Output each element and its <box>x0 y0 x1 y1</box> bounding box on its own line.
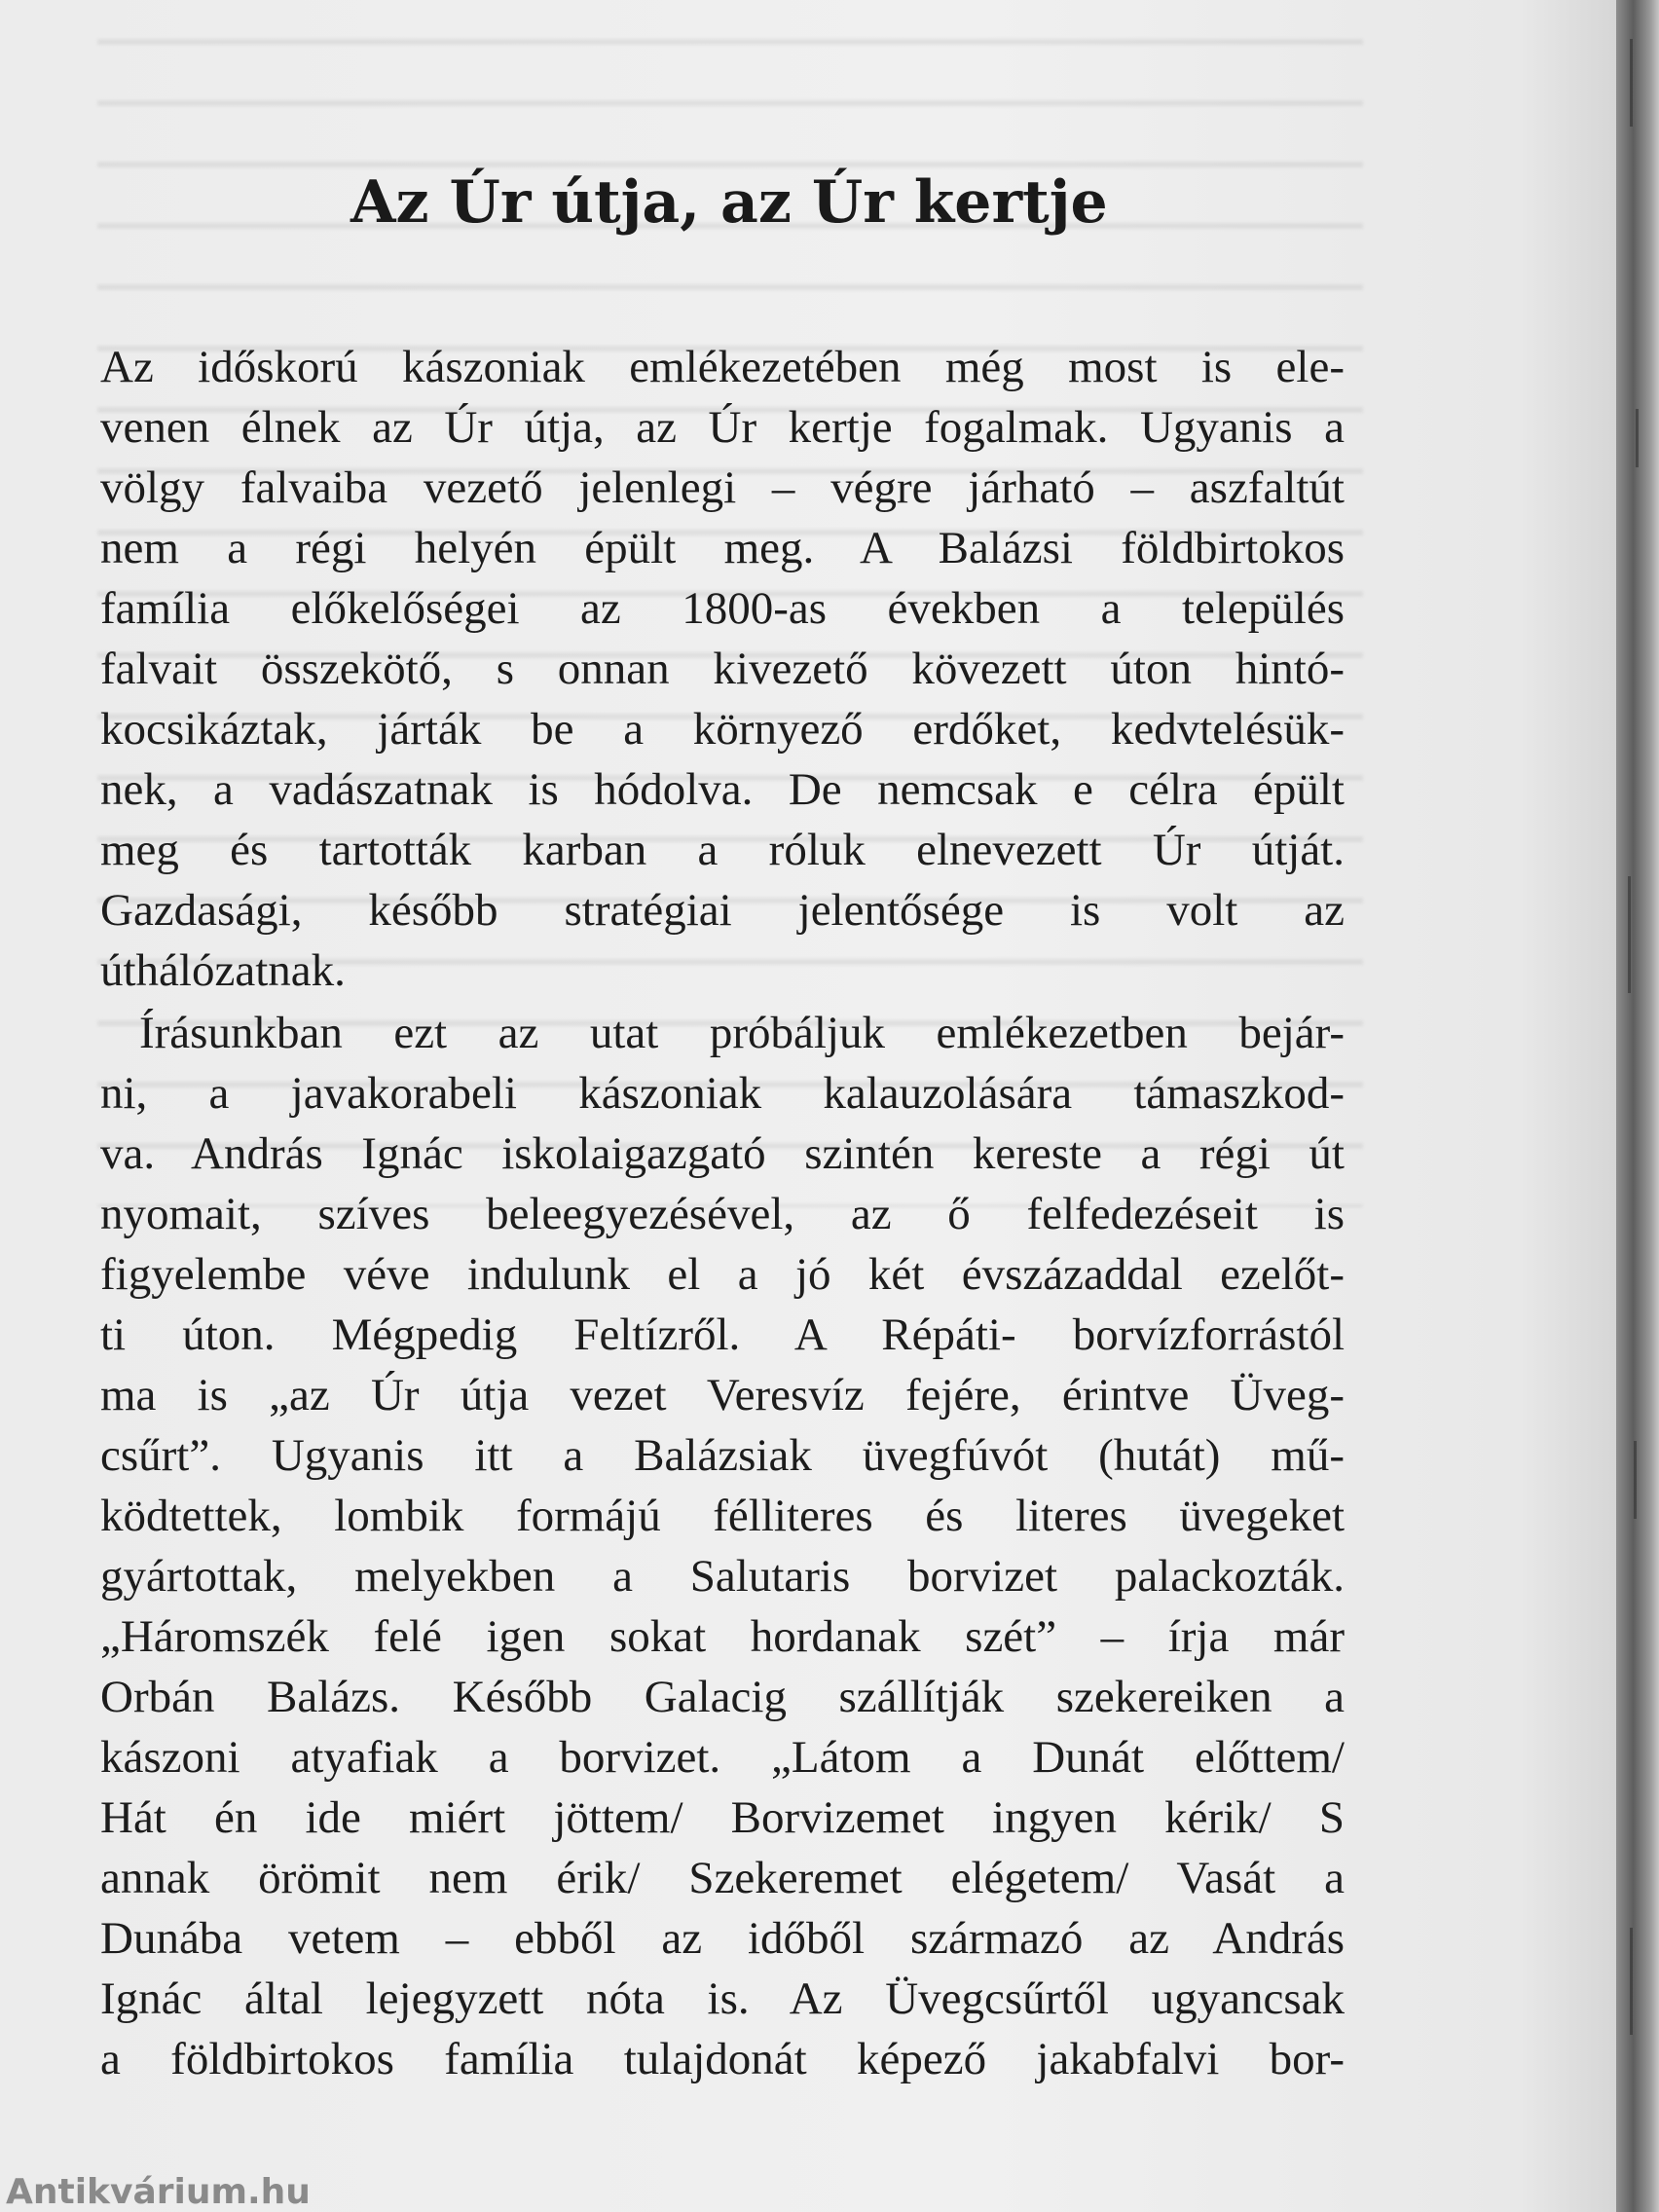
text-line: nyomait, szíves beleegyezésével, az ő felfedezéseit is <box>100 1189 1345 1239</box>
spine-crease <box>1634 1441 1637 1519</box>
text-line: ni, a javakorabeli kászoniak kalauzolására támaszkod- <box>100 1068 1345 1119</box>
text-line: kászoni atyafiak a borvizet. „Látom a Dunát előttem/ <box>100 1732 1345 1783</box>
text-line: kocsikáztak, járták be a környező erdőket, kedvtelésük- <box>100 704 1345 755</box>
text-line: nem a régi helyén épült meg. A Balázsi földbirtokos <box>100 523 1345 573</box>
text-line: ma is „az Úr útja vezet Veresvíz fejére, érintve Üveg- <box>100 1370 1345 1420</box>
text-line: falvait összekötő, s onnan kivezető kövezett úton hintó- <box>100 644 1345 694</box>
text-line: „Háromszék felé igen sokat hordanak szét” – írja már <box>100 1611 1345 1662</box>
text-line: Hát én ide miért jöttem/ Borvizemet ingyen kérik/ S <box>100 1792 1345 1843</box>
text-line: Írásunkban ezt az utat próbáljuk emlékezetben bejár- <box>139 1008 1345 1058</box>
spine-crease <box>1630 1928 1633 2035</box>
spine-crease <box>1636 409 1639 467</box>
text-line: a földbirtokos família tulajdonát képező jakabfalvi bor- <box>100 2034 1345 2084</box>
watermark: Antikvárium.hu <box>6 2172 311 2212</box>
text-line: annak örömit nem érik/ Szekeremet elégetem/ Vasát a <box>100 1853 1345 1903</box>
chapter-title: Az Úr útja, az Úr kertje <box>350 168 1108 237</box>
text-line: csűrt”. Ugyanis itt a Balázsiak üvegfúvót (hutát) mű- <box>100 1430 1345 1481</box>
text-line: Orbán Balázs. Később Galacig szállítják szekereiken a <box>100 1672 1345 1722</box>
text-line: ködtettek, lombik formájú félliteres és literes üvegeket <box>100 1491 1345 1541</box>
text-line: Ignác által lejegyzett nóta is. Az Üvegcsűrtől ugyancsak <box>100 1973 1345 2024</box>
text-line: va. András Ignác iskolaigazgató szintén kereste a régi út <box>100 1128 1345 1179</box>
text-line: úthálózatnak. <box>100 945 346 996</box>
text-line: ti úton. Mégpedig Feltízről. A Répáti- borvízforrástól <box>100 1309 1345 1360</box>
text-line: völgy falvaiba vezető jelenlegi – végre járható – aszfaltút <box>100 462 1345 513</box>
text-line: Gazdasági, később stratégiai jelentősége is volt az <box>100 885 1345 936</box>
text-line: gyártottak, melyekben a Salutaris borvizet palackozták. <box>100 1551 1345 1602</box>
text-line: família előkelőségei az 1800-as években a település <box>100 583 1345 634</box>
text-line: nek, a vadászatnak is hódolva. De nemcsak e célra épült <box>100 764 1345 815</box>
spine-crease <box>1628 876 1631 993</box>
text-line: meg és tartották karban a róluk elnevezett Úr útját. <box>100 825 1345 875</box>
text-line: Az időskorú kászoniak emlékezetében még most is ele- <box>100 342 1345 392</box>
text-line: Dunába vetem – ebből az időből származó az András <box>100 1913 1345 1964</box>
text-line: figyelembe véve indulunk el a jó két évszázaddal ezelőt- <box>100 1249 1345 1300</box>
spine-crease <box>1630 39 1633 127</box>
text-line: venen élnek az Úr útja, az Úr kertje fogalmak. Ugyanis a <box>100 402 1345 453</box>
book-spine <box>1616 0 1659 2212</box>
